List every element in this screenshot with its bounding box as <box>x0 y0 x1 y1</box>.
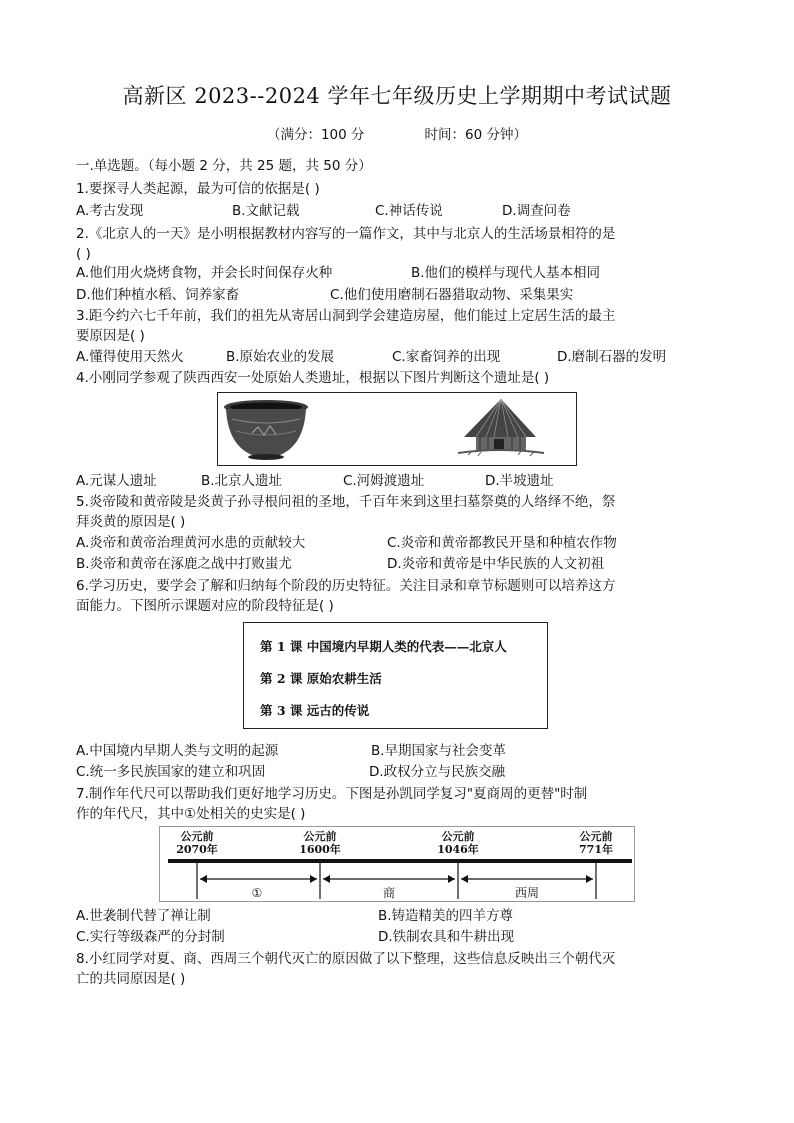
q7-option-d: D.铁制农具和牛耕出现 <box>378 929 515 945</box>
q2-option-a: A.他们用火烧烤食物，并会长时间保存火种 <box>76 265 333 281</box>
section-heading: 一.单选题。（每小题 2 分，共 25 题，共 50 分） <box>76 158 372 174</box>
segment-2-label: 商 <box>382 886 396 900</box>
q2-stem-line2: ( ) <box>76 246 91 262</box>
q7-option-c: C.实行等级森严的分封制 <box>76 929 225 945</box>
q8-stem-line2: 亡的共同原因是( ) <box>76 971 186 987</box>
pottery-basin-icon <box>224 400 308 460</box>
q2-option-c: C.他们使用磨制石器猎取动物、采集果实 <box>330 287 574 303</box>
lesson-3: 第 3 课 远古的传说 <box>260 703 370 718</box>
segment-3-label: 西周 <box>514 886 540 900</box>
exam-title: 高新区 2023--2024 学年七年级历史上学期期中考试试题 <box>122 84 672 108</box>
q3-stem-line1: 3.距今约六七千年前，我们的祖先从寄居山洞到学会建造房屋，他们能过上定居生活的最主 <box>76 308 616 324</box>
tick-4-bottom: 771年 <box>579 843 613 856</box>
segment-1-label: ① <box>251 886 263 900</box>
q7-option-b: B.铸造精美的四羊方尊 <box>378 908 514 924</box>
q6-option-b: B.早期国家与社会变革 <box>371 743 507 759</box>
q5-stem-line2: 拜炎黄的原因是( ) <box>76 514 186 530</box>
q3-option-b: B.原始农业的发展 <box>226 349 335 365</box>
tick-1-bottom: 2070年 <box>176 843 218 856</box>
q1-option-b: B.文献记载 <box>232 203 300 219</box>
thatched-hut-icon <box>458 399 544 456</box>
timeline-svg <box>160 827 634 901</box>
q4-figure <box>217 392 577 466</box>
q6-stem-line2: 面能力。下图所示课题对应的阶段特征是( ) <box>76 598 334 614</box>
q3-option-a: A.懂得使用天然火 <box>76 349 184 365</box>
tick-1-top: 公元前 <box>180 830 214 843</box>
exam-time: 时间：60 分钟） <box>424 127 528 143</box>
q7-option-a: A.世袭制代替了禅让制 <box>76 908 211 924</box>
q3-option-d: D.磨制石器的发明 <box>557 349 667 365</box>
q1-option-c: C.神话传说 <box>375 203 443 219</box>
q6-option-a: A.中国境内早期人类与文明的起源 <box>76 743 279 759</box>
q3-option-c: C.家畜饲养的出现 <box>392 349 501 365</box>
q4-option-d: D.半坡遗址 <box>485 473 554 489</box>
q6-lesson-table <box>243 622 548 729</box>
q5-stem-line1: 5.炎帝陵和黄帝陵是炎黄子孙寻根问祖的圣地，千百年来到这里扫墓祭奠的人络绎不绝，祭 <box>76 494 616 510</box>
q2-option-d: D.他们种植水稻、饲养家畜 <box>76 287 240 303</box>
lesson-1: 第 1 课 中国境内早期人类的代表——北京人 <box>260 639 507 654</box>
q1-option-d: D.调查问卷 <box>502 203 571 219</box>
q3-stem-line2: 要原因是( ) <box>76 328 145 344</box>
q5-option-c: C.炎帝和黄帝都教民开垦和种植农作物 <box>387 535 617 551</box>
q2-option-b: B.他们的模样与现代人基本相同 <box>411 265 601 281</box>
q6-option-d: D.政权分立与民族交融 <box>369 764 506 780</box>
q4-option-c: C.河姆渡遗址 <box>343 473 425 489</box>
q5-option-b: B.炎帝和黄帝在涿鹿之战中打败蚩尤 <box>76 556 293 572</box>
tick-4-top: 公元前 <box>579 830 613 843</box>
q7-stem-line1: 7.制作年代尺可以帮助我们更好地学习历史。下图是孙凯同学复习"夏商周的更替"时制 <box>76 786 588 802</box>
q5-option-d: D.炎帝和黄帝是中华民族的人文初祖 <box>387 556 605 572</box>
q1-stem: 1.要探寻人类起源，最为可信的依据是( ) <box>76 181 320 197</box>
tick-2-top: 公元前 <box>303 830 337 843</box>
q7-timeline <box>159 826 635 902</box>
tick-3-top: 公元前 <box>441 830 475 843</box>
tick-2-bottom: 1600年 <box>299 843 341 856</box>
q4-option-b: B.北京人遗址 <box>201 473 283 489</box>
q6-stem-line1: 6.学习历史，要学会了解和归纳每个阶段的历史特征。关注目录和章节标题则可以培养这方 <box>76 578 616 594</box>
q1-option-a: A.考古发现 <box>76 203 144 219</box>
pottery-and-hut-image <box>218 393 576 465</box>
q4-option-a: A.元谋人遗址 <box>76 473 157 489</box>
q5-option-a: A.炎帝和黄帝治理黄河水患的贡献较大 <box>76 535 306 551</box>
exam-subtitle <box>0 123 794 143</box>
q2-stem-line1: 2.《北京人的一天》是小明根据教材内容写的一篇作文，其中与北京人的生活场景相符的是 <box>76 226 616 242</box>
q7-stem-line2: 作的年代尺，其中①处相关的史实是( ) <box>76 806 306 822</box>
tick-3-bottom: 1046年 <box>437 843 479 856</box>
q6-option-c: C.统一多民族国家的建立和巩固 <box>76 764 266 780</box>
full-score: （满分：100 分 <box>266 127 365 143</box>
q8-stem-line1: 8.小红同学对夏、商、西周三个朝代灭亡的原因做了以下整理，这些信息反映出三个朝代灭 <box>76 951 616 967</box>
lesson-2: 第 2 课 原始农耕生活 <box>260 671 382 686</box>
q4-stem: 4.小刚同学参观了陕西西安一处原始人类遗址，根据以下图片判断这个遗址是( ) <box>76 370 550 386</box>
